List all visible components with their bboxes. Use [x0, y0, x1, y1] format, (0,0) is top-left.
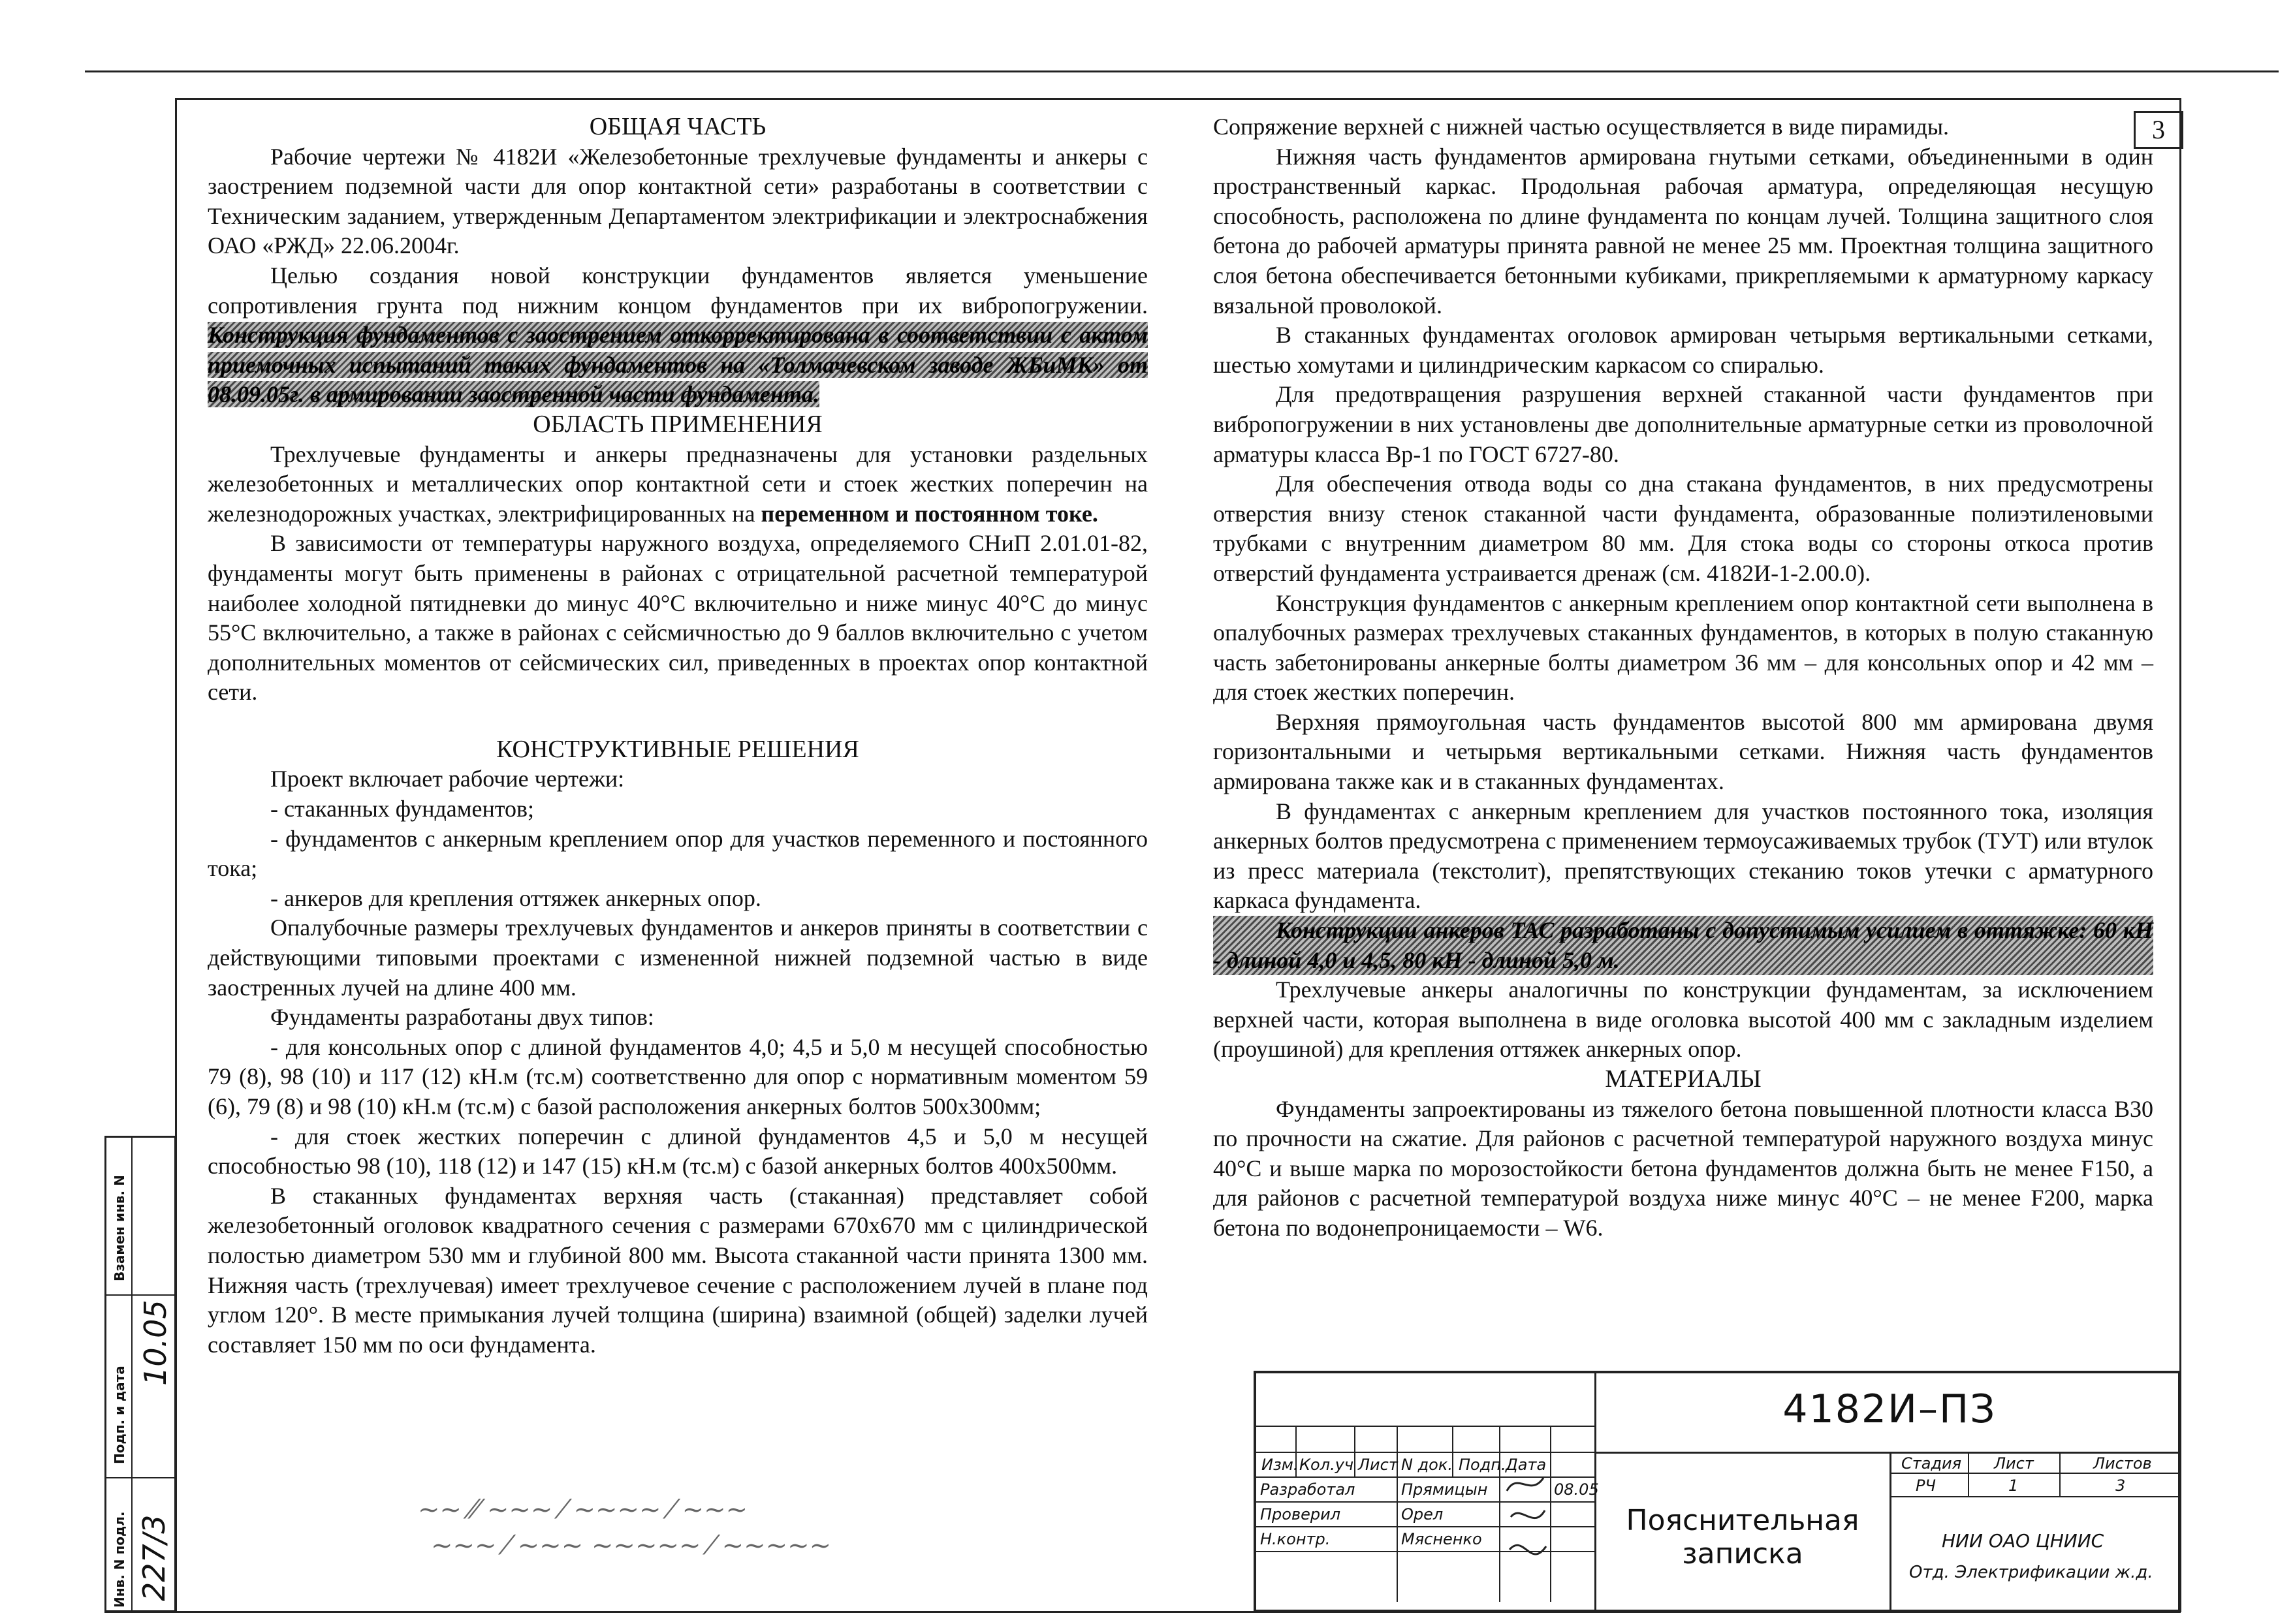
header-data: Дата [1506, 1456, 1547, 1474]
sheet-label: Лист [1994, 1454, 2034, 1473]
side-stamp [104, 1136, 176, 1612]
list-item: - стаканных фундаментов; [270, 796, 535, 822]
right-para-8: В фундаментах с анкерным креплением для участков постоянного тока, изоляция анкерных болтов предусмотрена с применением термоусаживаемых трубок (ТУТ) или втулок из пресс материала (текстолит), препятствующих стеканию токов утечки с арматурного каркаса фундамента. [1213, 798, 2153, 914]
stamp-label: Взамен инв. N [112, 1175, 127, 1281]
heading-materials: МАТЕРИАЛЫ [1605, 1065, 1762, 1093]
highlighted-anchors-note: Конструкции анкеров ТАС разработаны с допустимым усилием в оттяжке: 60 кН - длиной 4,0 и 4,5, 80 кН - длиной 5,0 м. [1213, 916, 2153, 975]
right-para-5: Для обеспечения отвода воды со дна стакана фундаментов, в них предусмотрены отверстия внизу стенок стаканной части фундамента, образованные полиэтиленовыми трубками с внутренним диаметром 80 мм. Для стока воды со стороны откоса против отверстий фундамента устраивается дренаж (см. 4182И-1-2.00.0). [1213, 471, 2153, 586]
sheet-value: 1 [2008, 1476, 2019, 1495]
right-column [1213, 112, 2153, 1243]
page-number: 3 [2134, 111, 2183, 149]
heading-design: КОНСТРУКТИВНЫЕ РЕШЕНИЯ [496, 735, 859, 763]
right-para-3: В стаканных фундаментах оголовок армирован четырьмя вертикальными сетками, шестью хомутами и цилиндрическим каркасом со спиралью. [1213, 322, 2153, 378]
frame-top [176, 98, 2181, 100]
document-code: 4182И–ПЗ [1782, 1386, 1997, 1432]
stamp-label: Инв. N подл. [112, 1511, 127, 1608]
heading-general: ОБЩАЯ ЧАСТЬ [589, 113, 767, 140]
left-para-7: Фундаменты разработаны двух типов: [270, 1004, 654, 1031]
right-para-2: Нижняя часть фундаментов армирована гнутыми сетками, объединенными в один пространственный каркас. Продольная рабочая арматура, определяющая несущую способность, расположена по длине фундамента по концам лучей. Толщина защитного слоя бетона до рабочей арматуры принята равной не менее 25 мм. Проектная толщина защитного слоя бетона обеспечивается бетонными кубиками, прикрепляемыми к арматурному каркасу вязальной проволокой. [1213, 143, 2153, 319]
stamp-label: Подп. и дата [112, 1366, 127, 1464]
list-item: - для стоек жестких поперечин с длиной фундаментов 4,5 и 5,0 м несущей способностью 98 (10), 118 (12) и 147 (15) кН.м (тс.м) с базой анкерных болтов 400х500мм. [208, 1123, 1148, 1179]
left-para-2: Целью создания новой конструкции фундаментов является уменьшение сопротивления грунта под нижним концом фундаментов при их вибропогружении. Конструкция фундаментов с заострением откорректирована в соответствии с актом приемочных испытаний таких фундаментов на «Толмачевском заводе ЖБиМК» от 08.09.05г. в армировании заостренной части фундамента. [208, 262, 1148, 408]
date-developer: 08.05 [1554, 1480, 1599, 1499]
header-list: Лист [1358, 1456, 1398, 1474]
header-ndok: N док. [1401, 1456, 1453, 1474]
handwritten-note: ~~ ⁄⁄ ~~~ ⁄ ~~~~ ⁄ ~~~ [418, 1495, 748, 1525]
role-normcontrol: Н.контр. [1260, 1530, 1331, 1548]
right-para-10: Фундаменты запроектированы из тяжелого бетона повышенной плотности класса В30 по прочности на сжатие. Для районов с расчетной температурой наружного воздуха минус 40°С и выше марка по морозостойкости бетона фундаментов должна быть не менее F150, а для районов с расчетной температурой воздуха ниже минус 40°С – не менее F200, марка бетона по водонепроницаемости – W6. [1213, 1095, 2153, 1241]
role-developer: Разработал [1260, 1480, 1355, 1499]
list-item: - для консольных опор с длиной фундаментов 4,0; 4,5 и 5,0 м несущей способностью 79 (8), 98 (10) и 117 (12) кН.м (тс.м) соответственно для опор с нормативным моментом 59 (6), 79 (8) и 98 (10) кН.м (тс.м) с базой расположения анкерных болтов 500х300мм; [208, 1033, 1148, 1119]
list-item: - фундаментов с анкерным креплением опор для участков переменного и постоянного тока; [208, 825, 1148, 882]
left-para-6: Опалубочные размеры трехлучевых фундаментов и анкеров приняты в соответствии с действующими типовыми проектами с измененной нижней подземной частью в виде заостренных лучей на длине 400 мм. [208, 914, 1148, 1001]
signature-mark [1504, 1471, 1551, 1576]
title-block [1254, 1371, 2181, 1612]
name-developer: Прямицын [1401, 1480, 1488, 1499]
right-para-7: Верхняя прямоугольная часть фундаментов высотой 800 мм армирована двумя горизонтальными и четырьмя вертикальными сетками. Нижняя часть фундаментов армирована также как и в стаканных фундаментах. [1213, 708, 2153, 795]
highlighted-correction: Конструкция фундаментов с заострением откорректирована в соответствии с актом приемочных испытаний таких фундаментов на «Толмачевском заводе ЖБиМК» от 08.09.05г. в армировании заостренной части фундамента. [208, 322, 1148, 408]
organization: НИИ ОАО ЦНИИС [1942, 1530, 2104, 1552]
name-checker: Орел [1401, 1505, 1444, 1523]
left-para-5: Проект включает рабочие чертежи: [270, 766, 625, 792]
handwritten-note: ~~~ ⁄ ~~~ ~~~~~ ⁄ ~~~~~ [431, 1531, 832, 1561]
document-title: Пояснительная записка [1626, 1504, 1859, 1570]
left-para-1: Рабочие чертежи № 4182И «Железобетонные трехлучевые фундаменты и анкеры с заострением подземной части для опор контактной сети» разработаны в соответствии с Техническим заданием, утвержденным Департаментом электрификации и электроснабжения ОАО «РЖД» 22.06.2004г. [208, 143, 1148, 259]
left-para-4: В зависимости от температуры наружного воздуха, определяемого СНиП 2.01.01-82, фундаменты могут быть применены в районах с отрицательной расчетной температурой наиболее холодной пятидневки до минус 40°С включительно и ниже минус 40°С до минус 55°С включительно, а также в районах с сейсмичностью до 9 баллов включительно с учетом дополнительных моментов от сейсмических сил, приведенных в проектах опор контактной сети. [208, 530, 1148, 706]
right-para-6: Конструкция фундаментов с анкерным креплением опор контактной сети выполнена в опалубочных размерах трехлучевых стаканных фундаментов, в которых в полую стаканную часть забетонированы анкерные болты диаметром 36 мм – для консольных опор и 42 мм – для стоек жестких поперечин. [1213, 589, 2153, 706]
role-checker: Проверил [1260, 1505, 1341, 1523]
heading-scope: ОБЛАСТЬ ПРИМЕНЕНИЯ [533, 410, 823, 438]
stamp-date: 10.05 [138, 1300, 173, 1386]
top-rule [85, 70, 2279, 72]
header-izm: Изм. [1261, 1456, 1299, 1474]
left-column [208, 112, 1148, 1360]
left-para-3: Трехлучевые фундаменты и анкеры предназначены для установки раздельных железобетонных и металлических опор контактной сети и стоек жестких поперечин на железнодорожных участках, электрифицированных на переменном и постоянном токе. [208, 441, 1148, 527]
list-item: - анкеров для крепления оттяжек анкерных опор. [270, 884, 761, 911]
stage-value: РЧ [1916, 1476, 1936, 1495]
stamp-inv: 227/3 [136, 1514, 172, 1601]
header-koluch: Кол.уч [1299, 1456, 1354, 1474]
header-podp: Подп. [1459, 1456, 1506, 1474]
stage-label: Стадия [1901, 1454, 1962, 1473]
sheets-label: Листов [2093, 1454, 2152, 1473]
department: Отд. Электрификации ж.д. [1909, 1563, 2153, 1582]
right-para-4: Для предотвращения разрушения верхней стаканной части фундаментов при вибропогружении в них установлены две дополнительные арматурные сетки из проволочной арматуры класса Вр-1 по ГОСТ 6727-80. [1213, 381, 2153, 467]
sheets-value: 3 [2115, 1476, 2126, 1495]
left-para-8: В стаканных фундаментах верхняя часть (стаканная) представляет собой железобетонный оголовок квадратного сечения с размерами 670х670 мм с цилиндрической полостью диаметром 530 мм и глубиной 800 мм. Высота стаканной части принята 1300 мм. Нижняя часть (трехлучевая) имеет трехлучевое сечение с расположением лучей в плане под углом 120°. В месте примыкания лучей толщина (ширина) взаимной (общей) заделки лучей составляет 150 мм по оси фундамента. [208, 1182, 1148, 1358]
right-para-9: Трехлучевые анкеры аналогичны по конструкции фундаментам, за исключением верхней части, которая выполнена в виде оголовка высотой 400 мм с закладным изделием (проушиной) для крепления оттяжек анкерных опор. [1213, 976, 2153, 1063]
name-normcontrol: Мясненко [1401, 1530, 1482, 1548]
right-para-1: Сопряжение верхней с нижней частью осуществляется в виде пирамиды. [1213, 114, 1950, 140]
